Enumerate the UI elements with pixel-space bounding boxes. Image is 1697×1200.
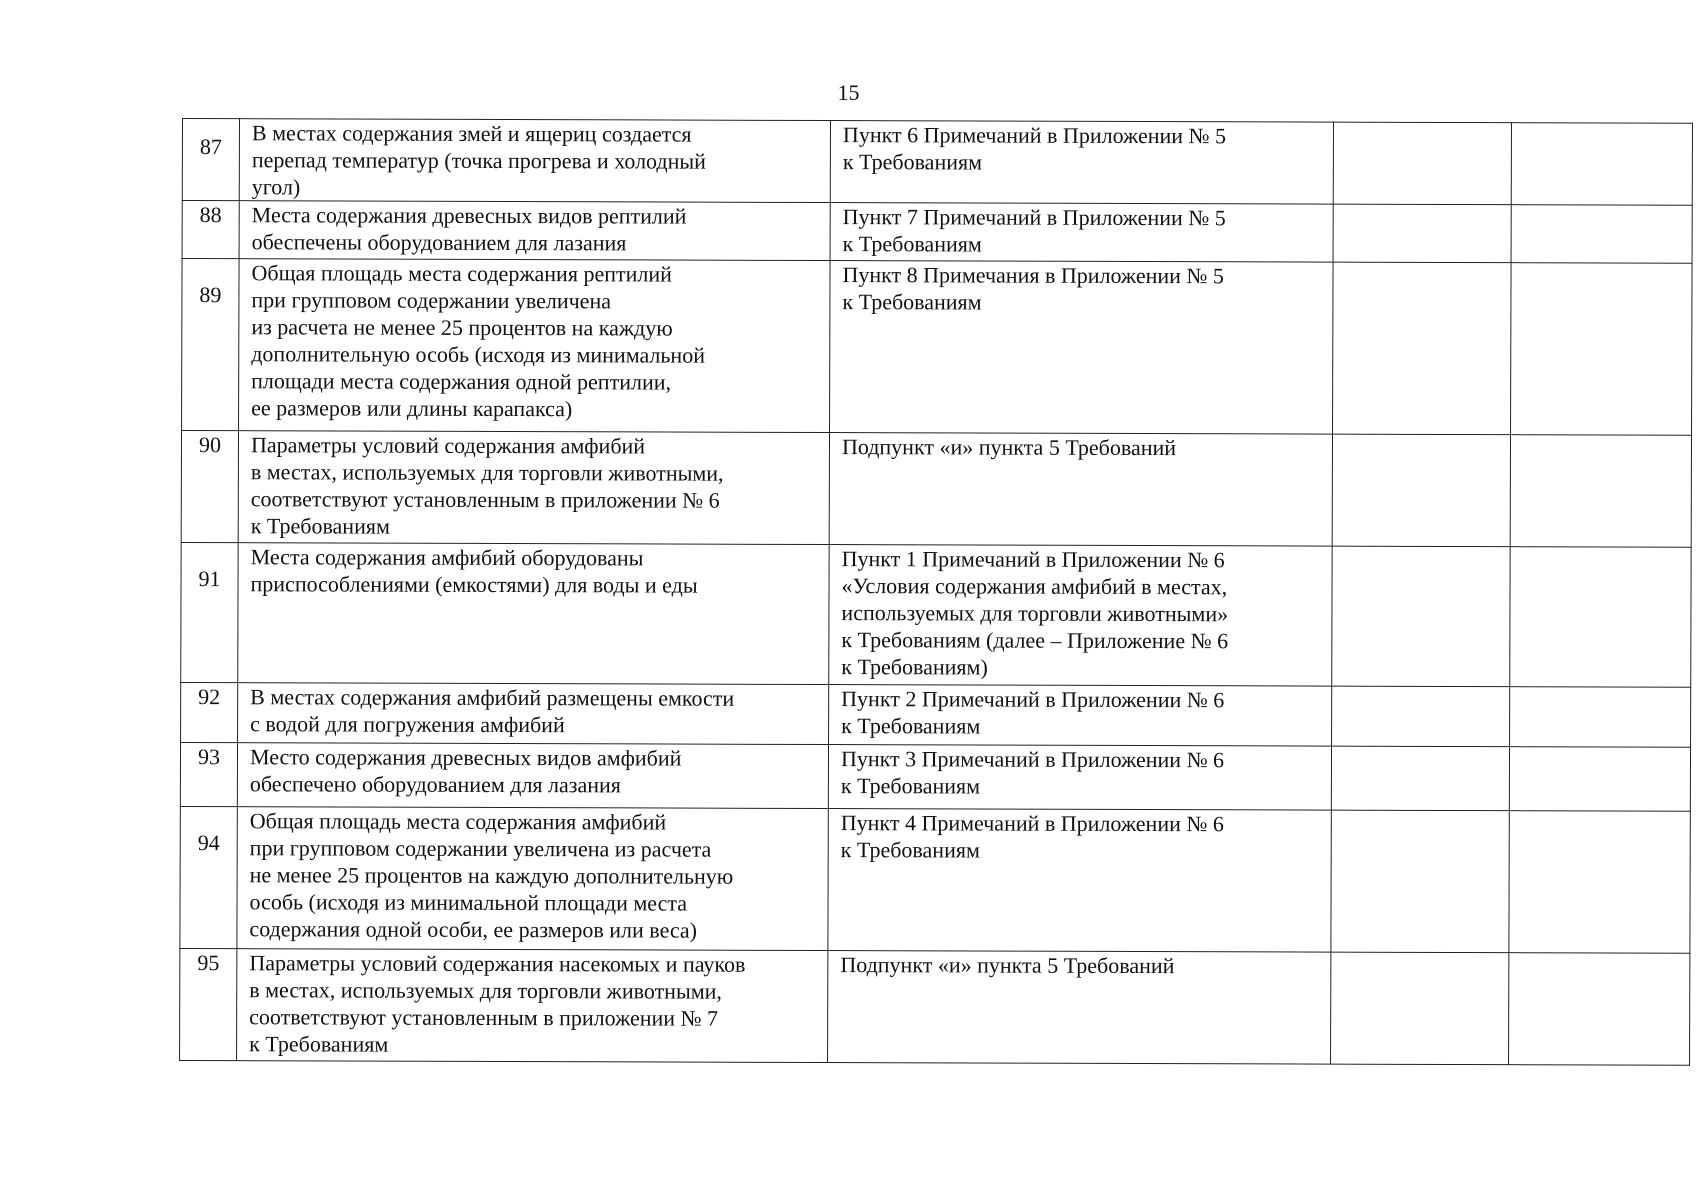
empty-cell [1333, 122, 1511, 205]
row-number-cell [181, 682, 238, 742]
requirement-cell: Общая площадь места содержания рептилий при групповом содержании увеличена из расчета не менее 25 процентов на каждую дополнительную особь (исходя из минимальной площади места содержания одной рептилии, ее размеров или длины карапакса) [239, 259, 831, 433]
row-number: 93 [197, 744, 221, 770]
row-number: 94 [197, 830, 220, 856]
row-number-cell [180, 742, 237, 806]
reference-cell: Пункт 7 Примечаний в Приложении № 5 к Требованиям [830, 203, 1333, 263]
requirement-cell: Параметры условий содержания насекомых и пауков в местах, используемых для торговли животными, соответствуют установленным в приложении № 7 к Требованиям [237, 949, 828, 1063]
table-row [182, 259, 1693, 436]
empty-cell [1510, 435, 1691, 548]
empty-cell [1510, 547, 1691, 688]
reference-cell: Пункт 3 Примечаний в Приложении № 6 к Требованиям [828, 745, 1331, 811]
requirement-cell: Общая площадь места содержания амфибий при групповом содержании увеличена из расчета не менее 25 процентов на каждую дополнительную особь (исходя из минимальной площади места содержания одной особи, ее размеров или веса) [237, 807, 828, 951]
requirement-cell: Параметры условий содержания амфибий в местах, используемых для торговли животными, соответствуют установленным в приложении № 6 к Требованиям [238, 431, 829, 545]
empty-cell [1331, 810, 1509, 953]
requirement-cell: В местах содержания змей и ящериц создается перепад температур (точка прогрева и холодный угол) [239, 119, 830, 203]
table-row [180, 806, 1690, 953]
row-number-cell [181, 431, 238, 543]
row-number: 92 [198, 684, 221, 710]
requirement-cell: Места содержания древесных видов рептилий обеспечены оборудованием для лазания [239, 201, 830, 261]
table-row [182, 201, 1692, 264]
reference-cell: Пункт 4 Примечаний в Приложении № 6 к Требованиям [828, 809, 1331, 953]
table-row [181, 682, 1691, 747]
table-row [180, 742, 1690, 811]
empty-cell [1331, 746, 1509, 811]
row-number-cell [181, 542, 238, 682]
row-number: 87 [199, 134, 222, 160]
requirement-cell: Место содержания древесных видов амфибий обеспечено оборудованием для лазания [237, 743, 828, 809]
empty-cell [1510, 687, 1691, 748]
empty-cell [1333, 204, 1511, 263]
row-number-cell [182, 119, 239, 201]
empty-cell [1332, 434, 1510, 547]
row-number: 90 [198, 432, 222, 458]
page-number: 15 [837, 80, 860, 105]
empty-cell [1332, 546, 1510, 687]
row-number-cell [182, 259, 240, 431]
reference-cell: Подпункт «и» пункта 5 Требований [828, 951, 1331, 1065]
reference-cell: Подпункт «и» пункта 5 Требований [829, 433, 1332, 547]
empty-cell [1331, 952, 1509, 1065]
reference-cell: Пункт 6 Примечаний в Приложении № 5 к Требованиям [830, 121, 1333, 205]
empty-cell [1509, 811, 1690, 954]
requirements-table [179, 118, 1693, 1066]
table-row [181, 431, 1691, 548]
row-number: 88 [199, 202, 222, 228]
row-number: 95 [197, 950, 220, 976]
empty-cell [1509, 953, 1690, 1066]
row-number: 89 [199, 282, 222, 308]
reference-cell: Пункт 2 Примечаний в Приложении № 6 к Требованиям [829, 685, 1332, 747]
empty-cell [1333, 262, 1512, 435]
row-number-cell [182, 201, 239, 259]
empty-cell [1332, 686, 1510, 747]
requirement-cell: В местах содержания амфибий размещены емкости с водой для погружения амфибий [238, 683, 829, 745]
table-row [180, 948, 1690, 1065]
table-row [181, 542, 1691, 687]
reference-cell: Пункт 8 Примечания в Приложении № 5 к Требованиям [830, 261, 1334, 435]
row-number-cell [180, 806, 237, 948]
empty-cell [1511, 263, 1693, 436]
requirement-cell: Места содержания амфибий оборудованы приспособлениями (емкостями) для воды и еды [238, 543, 829, 685]
empty-cell [1511, 123, 1692, 206]
table-row [182, 119, 1692, 206]
table-body [180, 119, 1693, 1066]
empty-cell [1511, 205, 1692, 264]
empty-cell [1509, 747, 1690, 812]
row-number: 91 [198, 566, 221, 592]
reference-cell: Пункт 1 Примечаний в Приложении № 6 «Условия содержания амфибий в местах, используемых для торговли животными» к Требованиям (далее – Приложение № 6 к Требованиям) [829, 545, 1332, 687]
row-number-cell [180, 948, 237, 1060]
